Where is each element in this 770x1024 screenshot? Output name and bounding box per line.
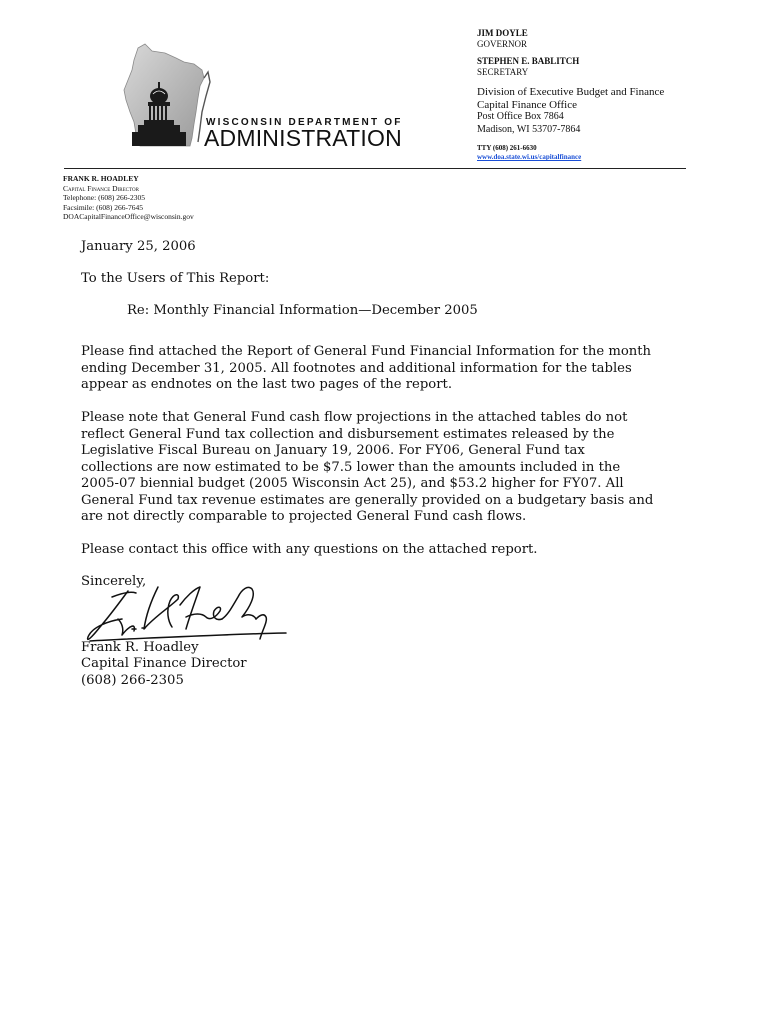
paragraph-line: Legislative Fiscal Bureau on January 19, 2006. For FY06, General Fund tax [81, 443, 585, 458]
signer-title: Capital Finance Director [81, 656, 247, 671]
governor-name: JIM DOYLE [477, 28, 528, 38]
paragraph-2 [81, 410, 653, 526]
director-name: FRANK R. HOADLEY [63, 174, 139, 183]
po-box: Post Office Box 7864 [477, 111, 564, 122]
paragraph-1 [81, 344, 651, 394]
office-name: Capital Finance Office [477, 99, 577, 111]
website-link[interactable]: www.doa.state.wi.us/capitalfinance [477, 153, 582, 161]
header-divider [64, 168, 686, 169]
director-facsimile: Facsimile: (608) 266-7645 [63, 202, 143, 212]
governor-title: GOVERNOR [477, 39, 528, 49]
secretary-name: STEPHEN E. BABLITCH [477, 56, 580, 66]
paragraph-line: Please find attached the Report of General Fund Financial Information for the month [81, 344, 652, 359]
director-info [63, 174, 194, 222]
paragraph-line: Please note that General Fund cash flow projections in the attached tables do not [81, 410, 628, 425]
salutation: To the Users of This Report: [81, 271, 270, 286]
paragraph-line: collections are now estimated to be $7.5 lower than the amounts included in the [81, 459, 621, 475]
paragraph-line: reflect General Fund tax collection and disbursement estimates released by the [81, 426, 615, 442]
director-title: Capital Finance Director [63, 183, 139, 193]
paragraph-line: 2005-07 biennial budget (2005 Wisconsin Act 25), and $53.2 higher for FY07. All [81, 476, 624, 491]
paragraph-line: appear as endnotes on the last two pages of the report. [81, 377, 453, 392]
tty-number: TTY (608) 261-6630 [477, 144, 537, 152]
letter-date: January 25, 2006 [81, 239, 196, 254]
paragraph-3: Please contact this office with any questions on the attached report. [81, 542, 538, 557]
paragraph-line: are not directly comparable to projected General Fund cash flows. [81, 509, 527, 524]
paragraph-line: ending December 31, 2005. All footnotes and additional information for the tables [81, 360, 632, 376]
signer-name: Frank R. Hoadley [81, 640, 199, 655]
city-address: Madison, WI 53707-7864 [477, 124, 581, 135]
director-telephone: Telephone: (608) 266-2305 [63, 193, 145, 202]
signer-phone: (608) 266-2305 [81, 673, 184, 688]
paragraph-line: General Fund tax revenue estimates are generally provided on a budgetary basis and [81, 492, 654, 508]
secretary-title: SECRETARY [477, 67, 529, 77]
closing: Sincerely, [81, 574, 147, 589]
logo-text-line2: ADMINISTRATION [204, 125, 402, 151]
director-email: DOACapitalFinanceOffice@wisconsin.gov [63, 212, 194, 221]
logo-text-line1: WISCONSIN DEPARTMENT OF [206, 117, 403, 128]
re-line: Re: Monthly Financial Information—December 2005 [127, 303, 478, 318]
division-name: Division of Executive Budget and Finance [477, 86, 665, 98]
